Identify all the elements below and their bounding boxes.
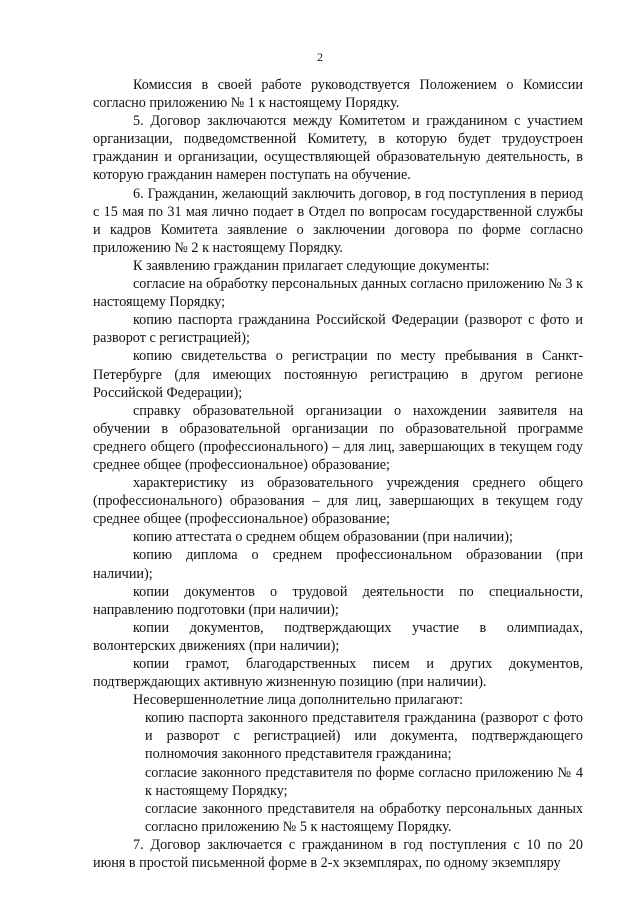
- nested-list-item: согласие законного представителя по форме согласно приложению № 4 к настоящему Порядку;: [145, 764, 583, 799]
- list-item: копию диплома о среднем профессиональном образовании (при наличии);: [93, 547, 583, 582]
- list-item: справку образовательной организации о нахождении заявителя на обучении в образовательной организации по образовательной программе среднего общего (профессионального) – для лиц, завершающих в текущем году среднее общее (профессиональное) образование;: [93, 402, 583, 473]
- list-item: согласие на обработку персональных данных согласно приложению № 3 к настоящему Порядку;: [93, 276, 583, 311]
- list-item: копию аттестата о среднем общем образовании (при наличии);: [133, 529, 513, 546]
- paragraph: 6. Гражданин, желающий заключить договор, в год поступления в период с 15 мая по 31 мая лично подает в Отдел по вопросам государственной службы и кадров Комитета заявление о заключении договора по форме согласно приложению № 2 к настоящему Порядку.: [93, 185, 583, 256]
- list-item: характеристику из образовательного учреждения среднего общего (профессионального) образования – для лиц, завершающих в текущем году среднее общее (профессиональное) образование;: [93, 475, 583, 528]
- list-item: копию паспорта гражданина Российской Федерации (разворот с фото и разворот с регистрацией);: [93, 312, 583, 347]
- list-item: копию свидетельства о регистрации по месту пребывания в Санкт-Петербурге (для имеющих постоянную регистрацию в другом регионе Российской Федерации);: [93, 348, 583, 401]
- list-item: копии документов, подтверждающих участие в олимпиадах, волонтерских движениях (при наличии);: [93, 619, 583, 654]
- list-item: копии документов о трудовой деятельности по специальности, направлению подготовки (при наличии);: [93, 583, 583, 618]
- nested-list-item: копию паспорта законного представителя гражданина (разворот с фото и разворот с регистрацией) или документа, подтверждающего полномочия законного представителя гражданина;: [145, 710, 583, 763]
- paragraph: К заявлению гражданин прилагает следующие документы:: [133, 257, 490, 274]
- document-body: [93, 76, 583, 872]
- list-item: копии грамот, благодарственных писем и других документов, подтверждающих активную жизненную позицию (при наличии).: [93, 656, 583, 691]
- paragraph: Комиссия в своей работе руководствуется Положением о Комиссии согласно приложению № 1 к настоящему Порядку.: [93, 77, 583, 112]
- paragraph: 5. Договор заключаются между Комитетом и гражданином с участием организации, подведомственной Комитету, в которую будет трудоустроен гражданин и организации, осуществляющей образовательную деятельность, в которую гражданин намерен поступать на обучение.: [93, 113, 583, 184]
- page-number: 2: [317, 50, 323, 64]
- paragraph: Несовершеннолетние лица дополнительно прилагают:: [133, 692, 464, 709]
- nested-list-item: согласие законного представителя на обработку персональных данных согласно приложению № 5 к настоящему Порядку.: [145, 800, 583, 835]
- paragraph: 7. Договор заключается с гражданином в год поступления с 10 по 20 июня в простой письменной форме в 2-х экземплярах, по одному экземпляру: [93, 836, 583, 872]
